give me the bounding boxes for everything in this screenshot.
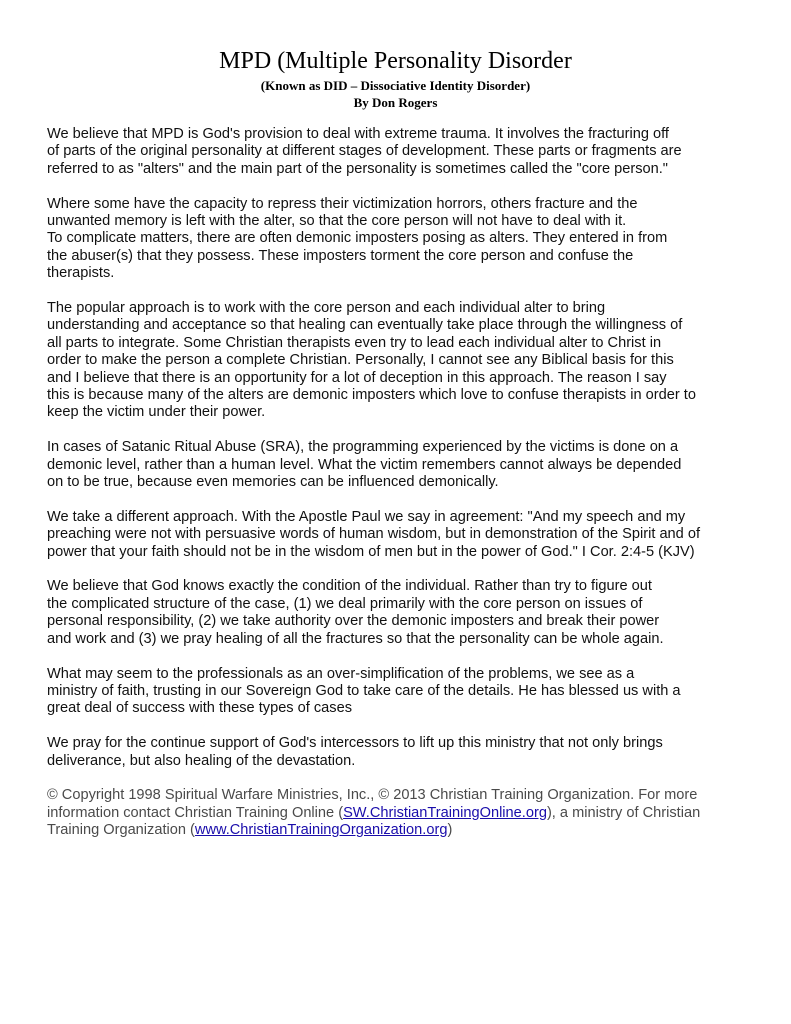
contact-line	[47, 805, 747, 822]
paragraph-1	[47, 126, 747, 178]
text-line: We believe that God knows exactly the condition of the individual. Rather than try to figure out	[47, 578, 652, 595]
text-line: of parts of the original personality at different stages of development. These parts or fragments are	[47, 143, 682, 160]
christian-training-online-link[interactable]: SW.ChristianTrainingOnline.org	[343, 804, 547, 821]
document-subtitle: (Known as DID – Dissociative Identity Disorder)	[260, 78, 531, 93]
organization-text: Training Organization (	[47, 822, 195, 839]
document-author: By Don Rogers	[353, 95, 438, 110]
text-line: great deal of success with these types of cases	[47, 700, 353, 717]
text-line: keep the victim under their power.	[47, 404, 266, 421]
text-line: Where some have the capacity to repress their victimization horrors, others fracture and the	[47, 195, 638, 212]
text-line: therapists.	[47, 265, 115, 282]
text-line: understanding and acceptance so that healing can eventually take place through the willingness of	[47, 317, 683, 334]
paragraph-5	[47, 509, 747, 561]
text-line: demonic level, rather than a human level. What the victim remembers cannot always be depended	[47, 456, 682, 473]
text-line: this is because many of the alters are demonic imposters which love to confuse therapists in order to	[47, 387, 696, 404]
copyright-line: © Copyright 1998 Spiritual Warfare Ministries, Inc., © 2013 Christian Training Organization. For more	[47, 787, 698, 804]
document-body	[47, 126, 747, 857]
contact-text: ), a ministry of Christian	[546, 804, 701, 821]
christian-training-organization-link[interactable]: www.ChristianTrainingOrganization.org	[194, 822, 448, 839]
copyright-footer	[47, 787, 747, 839]
text-line: and I believe that there is an opportunity for a lot of deception in this approach. The reason I say	[47, 369, 667, 386]
paragraph-7	[47, 666, 747, 718]
text-line: the complicated structure of the case, (1) we deal primarily with the core person on issues of	[47, 595, 643, 612]
text-line: preaching were not with persuasive words of human wisdom, but in demonstration of the Spirit and of	[47, 526, 701, 543]
document-title: MPD (Multiple Personality Disorder	[219, 48, 572, 74]
text-line: power that your faith should not be in the wisdom of men but in the power of God." I Cor. 2:4-5 (KJV)	[47, 543, 695, 560]
text-line: We take a different approach. With the Apostle Paul we say in agreement: "And my speech and my	[47, 508, 686, 525]
text-line: on to be true, because even memories can be influenced demonically.	[47, 474, 499, 491]
paragraph-2	[47, 196, 747, 283]
text-line: What may seem to the professionals as an over-simplification of the problems, we see as a	[47, 665, 635, 682]
text-line: We believe that MPD is God's provision to deal with extreme trauma. It involves the fracturing off	[47, 126, 669, 142]
text-line: We pray for the continue support of God's intercessors to lift up this ministry that not only brings	[47, 735, 663, 752]
text-line: and work and (3) we pray healing of all the fractures so that the personality can be whole again.	[47, 630, 664, 647]
text-line: To complicate matters, there are often demonic imposters posing as alters. They entered in from	[47, 230, 668, 247]
text-line: all parts to integrate. Some Christian therapists even try to lead each individual alter to Christ in	[47, 334, 662, 351]
text-line: referred to as "alters" and the main part of the personality is sometimes called the "core person."	[47, 160, 668, 177]
paragraph-8	[47, 735, 747, 770]
organization-text: )	[447, 822, 453, 839]
paragraph-6	[47, 578, 747, 648]
text-line: The popular approach is to work with the core person and each individual alter to bring	[47, 300, 606, 317]
text-line: personal responsibility, (2) we take authority over the demonic imposters and break their power	[47, 613, 660, 630]
text-line: ministry of faith, trusting in our Sovereign God to take care of the details. He has blessed us with a	[47, 682, 681, 699]
text-line: the abuser(s) that they possess. These imposters torment the core person and confuse the	[47, 247, 634, 264]
text-line: In cases of Satanic Ritual Abuse (SRA), the programming experienced by the victims is done on a	[47, 439, 679, 456]
contact-text: information contact Christian Training Online (	[47, 804, 344, 821]
text-line: unwanted memory is left with the alter, so that the core person will not have to deal with it.	[47, 213, 627, 230]
paragraph-4	[47, 439, 747, 491]
text-line: order to make the person a complete Christian. Personally, I cannot see any Biblical basis for this	[47, 352, 674, 369]
text-line: deliverance, but also healing of the devastation.	[47, 752, 356, 769]
organization-line	[47, 822, 747, 839]
paragraph-3	[47, 300, 747, 422]
